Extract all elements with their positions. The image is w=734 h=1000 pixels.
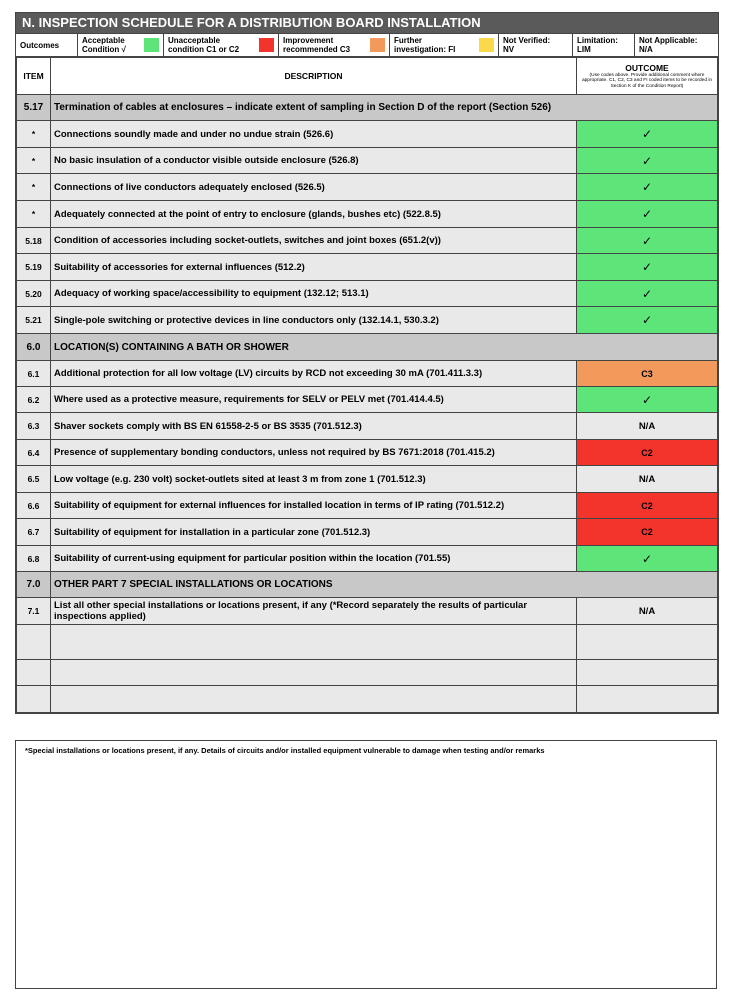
schedule-title: N. INSPECTION SCHEDULE FOR A DISTRIBUTION BOARD INSTALLATION	[16, 13, 718, 34]
item-description	[51, 660, 577, 686]
outcome-header-note: (Use codes above. Provide additional comment where appropriate. C1, C2, C3 and FI coded items to be recorded in Section K of the Condition Report)	[581, 72, 713, 89]
table-row	[17, 387, 718, 413]
section-title: LOCATION(S) CONTAINING A BATH OR SHOWER	[51, 334, 718, 361]
legend-not-applicable-line1: Not Applicable:	[639, 36, 698, 45]
outcome-cell[interactable]	[577, 413, 718, 440]
blank-row	[17, 686, 718, 713]
outcome-cell[interactable]	[577, 387, 718, 413]
outcome-code: N/A	[638, 605, 656, 617]
item-number: *	[17, 121, 51, 148]
table-row	[17, 598, 718, 625]
outcome-code: N/A	[638, 473, 656, 485]
item-description: Single-pole switching or protective devices in line conductors only (132.14.1, 530.3.2)	[51, 307, 577, 334]
item-description: Suitability of current-using equipment for particular position within the location (701.55)	[51, 546, 577, 572]
item-description	[51, 686, 577, 713]
legend-acceptable	[78, 34, 164, 56]
legend-not-applicable-line2: N/A	[639, 45, 653, 54]
remarks-label: *Special installations or locations present, if any. Details of circuits and/or installed equipment vulnerable to damage when testing and/or remarks	[25, 746, 545, 755]
checkmark-icon: ✓	[641, 180, 653, 194]
outcome-cell[interactable]	[577, 254, 718, 281]
description-header: DESCRIPTION	[51, 58, 577, 95]
acceptable-swatch	[144, 38, 159, 52]
outcome-cell[interactable]	[577, 598, 718, 625]
item-number: *	[17, 148, 51, 174]
table-row	[17, 466, 718, 493]
legend-further-line1: Further	[394, 36, 422, 45]
outcome-code: N/A	[638, 420, 656, 432]
table-row	[17, 281, 718, 307]
item-number: 6.1	[17, 361, 51, 387]
outcome-cell[interactable]	[577, 307, 718, 334]
legend-unacceptable-line2: condition C1 or C2	[168, 45, 240, 54]
item-number: 6.4	[17, 440, 51, 466]
legend-improvement-line2: recommended C3	[283, 45, 351, 54]
legend-further	[390, 34, 499, 56]
checkmark-icon: ✓	[641, 551, 653, 566]
table-header-row	[17, 58, 718, 95]
item-description: Connections soundly made and under no undue strain (526.6)	[51, 121, 577, 148]
unacceptable-swatch	[259, 38, 274, 52]
outcome-cell[interactable]	[577, 493, 718, 519]
section-row	[17, 95, 718, 121]
legend-further-line2: investigation: FI	[394, 45, 456, 54]
outcome-cell[interactable]	[577, 660, 718, 686]
table-row	[17, 361, 718, 387]
item-description: No basic insulation of a conductor visible outside enclosure (526.8)	[51, 148, 577, 174]
legend-acceptable-line2: Condition √	[82, 45, 126, 54]
table-row	[17, 440, 718, 466]
legend-not-verified-line1: Not Verified:	[503, 36, 551, 45]
item-description: Where used as a protective measure, requirements for SELV or PELV met (701.414.4.5)	[51, 387, 577, 413]
outcome-cell[interactable]	[577, 519, 718, 546]
legend-improvement-line1: Improvement	[283, 36, 334, 45]
item-header: ITEM	[17, 58, 51, 95]
table-row	[17, 413, 718, 440]
table-row	[17, 228, 718, 254]
item-number	[17, 660, 51, 686]
outcome-cell[interactable]	[577, 281, 718, 307]
table-row	[17, 307, 718, 334]
outcome-cell[interactable]	[577, 174, 718, 201]
legend-outcomes-label	[16, 34, 78, 56]
item-number: 6.2	[17, 387, 51, 413]
outcome-code: C3	[641, 368, 653, 379]
outcome-legend	[16, 34, 718, 57]
table-row	[17, 148, 718, 174]
item-description: Additional protection for all low voltage (LV) circuits by RCD not exceeding 30 mA (701.411.3.3)	[51, 361, 577, 387]
legend-outcomes-text: Outcomes	[20, 40, 60, 50]
item-number: 7.0	[17, 572, 51, 598]
section-row	[17, 334, 718, 361]
item-description: List all other special installations or locations present, if any (*Record separately the results of particular inspections applied)	[51, 598, 577, 625]
checkmark-icon: ✓	[641, 153, 653, 168]
item-description: Suitability of equipment for external influences for installed location in terms of IP rating (701.512.2)	[51, 493, 577, 519]
outcome-header-title: OUTCOME	[625, 62, 669, 73]
table-row	[17, 519, 718, 546]
item-description: Adequately connected at the point of entry to enclosure (glands, bushes etc) (522.8.5)	[51, 201, 577, 228]
inspection-schedule	[15, 12, 719, 714]
item-number: 5.20	[17, 281, 51, 307]
outcome-code: C2	[641, 527, 653, 537]
legend-unacceptable-line1: Unacceptable	[168, 36, 221, 45]
remarks-box[interactable]	[15, 740, 717, 989]
outcome-cell[interactable]	[577, 440, 718, 466]
item-description: Presence of supplementary bonding conductors, unless not required by BS 7671:2018 (701.415.2)	[51, 440, 577, 466]
outcome-code: C2	[641, 500, 653, 511]
section-title: Termination of cables at enclosures – indicate extent of sampling in Section D of the report (Section 526)	[51, 95, 718, 121]
item-description: Adequacy of working space/accessibility to equipment (132.12; 513.1)	[51, 281, 577, 307]
outcome-cell[interactable]	[577, 686, 718, 713]
checkmark-icon: ✓	[641, 286, 653, 301]
legend-improvement	[279, 34, 390, 56]
item-number: 5.19	[17, 254, 51, 281]
item-number: *	[17, 174, 51, 201]
item-description: Shaver sockets comply with BS EN 61558-2-5 or BS 3535 (701.512.3)	[51, 413, 577, 440]
item-description: Low voltage (e.g. 230 volt) socket-outlets sited at least 3 m from zone 1 (701.512.3)	[51, 466, 577, 493]
legend-acceptable-line1: Acceptable	[82, 36, 125, 45]
item-number	[17, 625, 51, 660]
item-number: 7.1	[17, 598, 51, 625]
checkmark-icon: ✓	[641, 127, 653, 141]
outcome-cell[interactable]	[577, 148, 718, 174]
outcome-cell[interactable]	[577, 201, 718, 228]
legend-limitation-line1: Limitation:	[577, 36, 618, 45]
outcome-cell[interactable]	[577, 121, 718, 148]
table-row	[17, 546, 718, 572]
checkmark-icon: ✓	[641, 233, 653, 248]
blank-row	[17, 660, 718, 686]
item-number: 5.21	[17, 307, 51, 334]
legend-not-verified-line2: NV	[503, 45, 515, 54]
item-number: 6.7	[17, 519, 51, 546]
checkmark-icon: ✓	[641, 207, 653, 221]
item-number	[17, 686, 51, 713]
outcome-cell[interactable]	[577, 546, 718, 572]
item-number: 6.8	[17, 546, 51, 572]
checkmark-icon: ✓	[641, 392, 653, 407]
item-number: 6.3	[17, 413, 51, 440]
item-number: 6.0	[17, 334, 51, 361]
item-number: *	[17, 201, 51, 228]
legend-not-applicable	[635, 34, 718, 56]
improvement-swatch	[370, 38, 385, 52]
section-title: OTHER PART 7 SPECIAL INSTALLATIONS OR LOCATIONS	[51, 572, 718, 598]
outcome-code: C2	[641, 447, 653, 458]
item-description: Connections of live conductors adequately enclosed (526.5)	[51, 174, 577, 201]
table-row	[17, 201, 718, 228]
further-swatch	[479, 38, 494, 52]
outcome-header	[577, 58, 718, 95]
item-number: 6.5	[17, 466, 51, 493]
table-row	[17, 493, 718, 519]
outcome-cell[interactable]	[577, 361, 718, 387]
checkmark-icon: ✓	[641, 260, 653, 274]
outcome-cell[interactable]	[577, 228, 718, 254]
legend-unacceptable	[164, 34, 279, 56]
table-row	[17, 121, 718, 148]
legend-not-verified	[499, 34, 573, 56]
item-description: Suitability of accessories for external influences (512.2)	[51, 254, 577, 281]
legend-limitation	[573, 34, 635, 56]
blank-row	[17, 625, 718, 660]
item-description: Suitability of equipment for installation in a particular zone (701.512.3)	[51, 519, 577, 546]
legend-limitation-line2: LIM	[577, 45, 591, 54]
item-description: Condition of accessories including socket-outlets, switches and joint boxes (651.2(v))	[51, 228, 577, 254]
item-number: 6.6	[17, 493, 51, 519]
outcome-cell[interactable]	[577, 625, 718, 660]
checkmark-icon: ✓	[641, 313, 653, 327]
item-description	[51, 625, 577, 660]
item-number: 5.17	[17, 95, 51, 121]
outcome-cell[interactable]	[577, 466, 718, 493]
table-row	[17, 254, 718, 281]
item-number: 5.18	[17, 228, 51, 254]
section-row	[17, 572, 718, 598]
table-row	[17, 174, 718, 201]
schedule-table	[16, 57, 718, 713]
